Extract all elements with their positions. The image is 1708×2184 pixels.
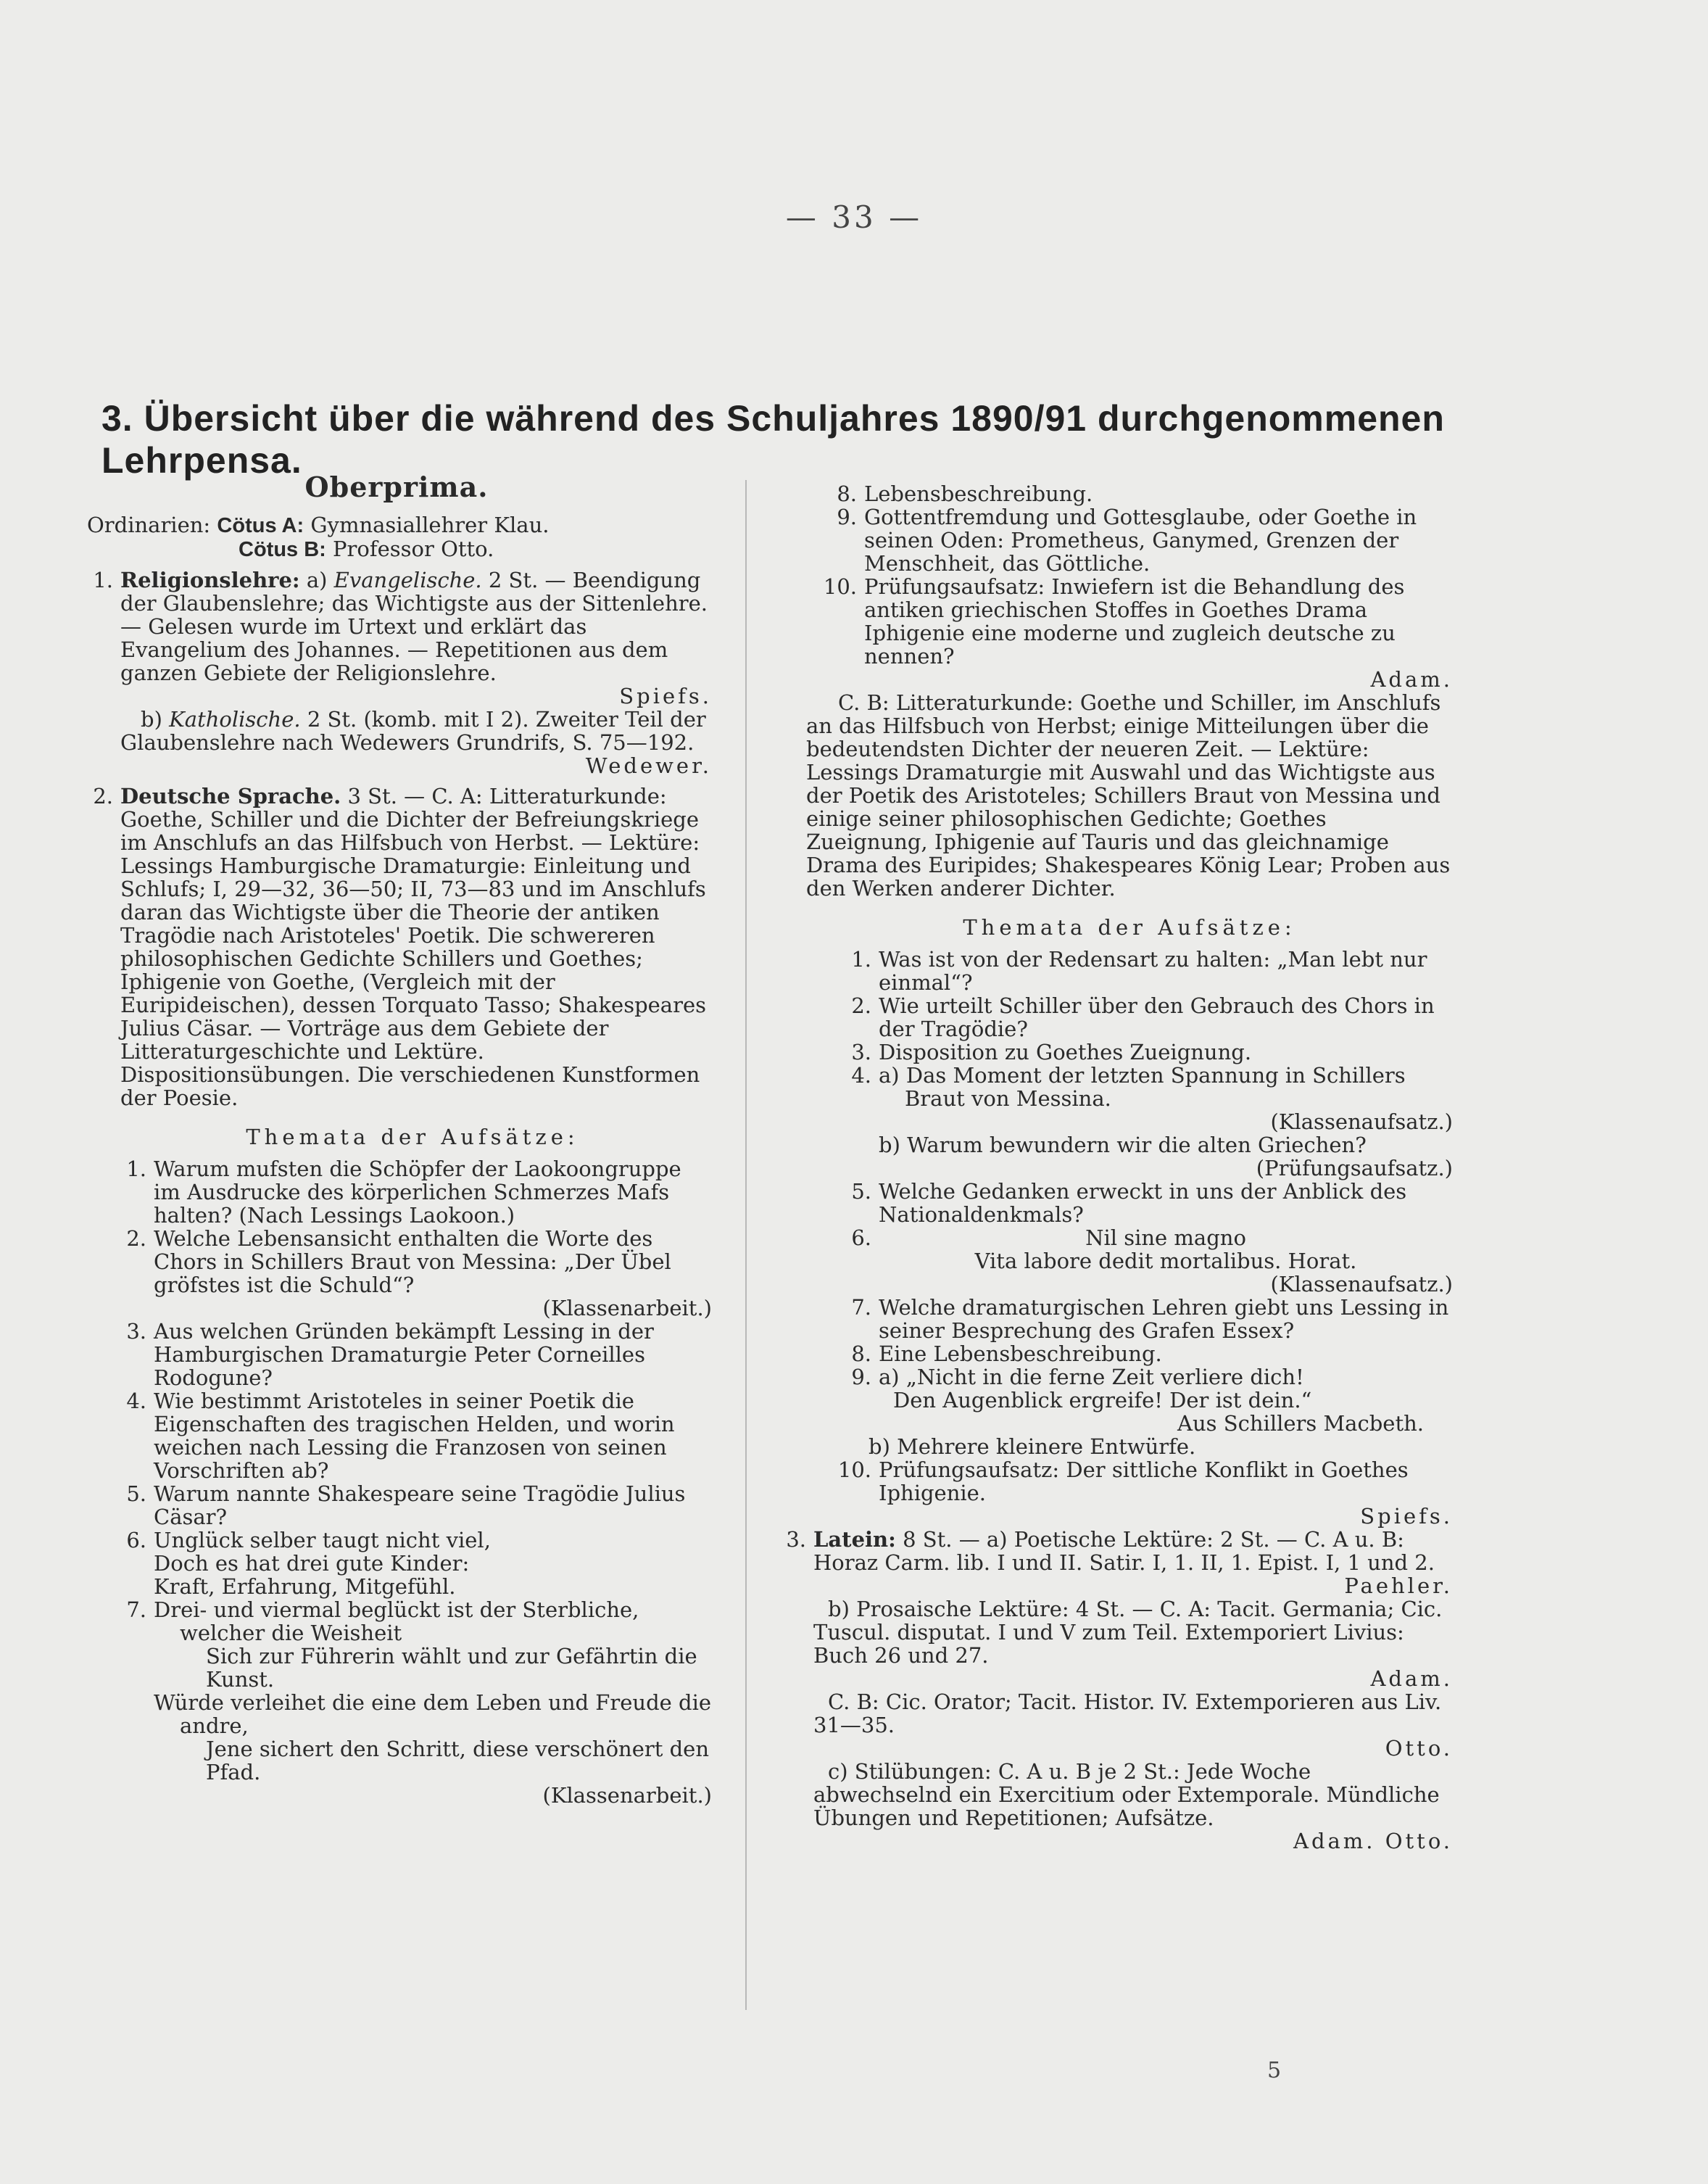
coetus-a-teacher: Gymnasiallehrer Klau. bbox=[310, 513, 550, 537]
latein-b-text: b) Prosaische Lektüre: 4 St. — C. A: Tacit. Germania; Cic. Tuscul. disputat. I und V zum Teil. Extemporiert Livius: Buch 26 und 27. bbox=[813, 1597, 1443, 1668]
religion-b-kind: Katholische. bbox=[169, 707, 301, 732]
verse-line: Jene sichert den Schritt, diese verschönert den Pfad. bbox=[206, 1737, 710, 1784]
theme-number: 8. bbox=[837, 481, 857, 506]
latein-title: Latein: bbox=[813, 1527, 896, 1552]
religion-a bbox=[120, 568, 712, 684]
theme-number: 3. bbox=[126, 1319, 146, 1344]
latein-number: 3. bbox=[786, 1527, 806, 1552]
latein-teacher-4: Adam. Otto. bbox=[1293, 1829, 1453, 1853]
theme-number: 3. bbox=[851, 1040, 871, 1064]
verse-line: Drei- und viermal beglückt ist der Sterbliche, welcher die Weisheit bbox=[154, 1597, 639, 1645]
theme-number: 5. bbox=[126, 1481, 146, 1506]
theme-note: (Klassenaufsatz.) bbox=[1270, 1109, 1453, 1134]
theme-text: a) Das Moment der letzten Spannung in Schillers Braut von Messina. bbox=[879, 1063, 1406, 1111]
theme-number: 6. bbox=[851, 1225, 871, 1250]
deutsch-text-block bbox=[120, 785, 712, 1109]
theme-text: Welche Gedanken erweckt in uns der Anblick des Nationaldenkmals? bbox=[879, 1179, 1407, 1227]
deutsch-section bbox=[81, 785, 712, 1109]
theme-text: b) Warum bewundern wir die alten Griechen? bbox=[879, 1133, 1367, 1157]
latein-a-text: 8 St. — a) Poetische Lektüre: 2 St. — C. A u. B: Horaz Carm. lib. I und II. Satir. I, 1. II, 1. Epist. I, 1 und 2. bbox=[813, 1527, 1435, 1575]
religion-a-teacher: Spiefs. bbox=[619, 684, 712, 708]
theme-text: Wie bestimmt Aristoteles in seiner Poetik die Eigenschaften des tragischen Helden, und worin weichen nach Lessing die Franzosen von seinen Vorschriften ab? bbox=[154, 1389, 675, 1483]
religion-number: 1. bbox=[93, 568, 113, 592]
verse-line: Würde verleihet die eine dem Leben und Freude die andre, bbox=[154, 1690, 712, 1738]
theme-note: (Klassenaufsatz.) bbox=[1270, 1272, 1453, 1296]
page-number: — 33 — bbox=[785, 199, 923, 235]
themes-right-cont bbox=[806, 482, 1453, 668]
verse-line: Sich zur Führerin wählt und zur Gefährtin die Kunst. bbox=[206, 1644, 697, 1692]
section-heading: 3. Übersicht über die während des Schuljahres 1890/91 durchgenommenen Lehrpensa. bbox=[101, 398, 1445, 481]
deutsch-text: 3 St. — C. A: Litteraturkunde: Goethe, Schiller und die Dichter der Befreiungskriege im Anschlufs an das Hilfsbuch von Herbst. — Lektüre: Lessings Hamburgische Dramaturgie: Einleitung und Schlufs; I, 29—32, 36—50; II, 73—83 und im Anschlufs daran das Wichtigste über die Theorie der antiken Tragödie nach Aristoteles' Poetik. Die schwereren philosophischen Gedichte Schillers und Goethes; Iphigenie von Goethe, (Vergleich mit der Euripideischen), dessen Torquato Tasso; Shakespeares Julius Cäsar. — Vorträge aus dem Gebiete der Litteraturgeschichte und Lektüre. Dispositionsübungen. Die verschiedenen Kunstformen der Poesie. bbox=[120, 784, 707, 1110]
theme-number: 5. bbox=[851, 1179, 871, 1204]
theme-text: Lebensbeschreibung. bbox=[864, 481, 1093, 506]
teacher-adam: Adam. bbox=[1370, 667, 1453, 692]
list-item bbox=[821, 1458, 1453, 1505]
left-column bbox=[81, 471, 712, 1807]
deutsch-title: Deutsche Sprache. bbox=[120, 784, 341, 808]
verse-line: a) „Nicht in die ferne Zeit verliere dich! bbox=[879, 1365, 1304, 1389]
verse-line: Doch es hat drei gute Kinder: bbox=[154, 1551, 470, 1576]
list-item bbox=[821, 1296, 1453, 1342]
verse-line: Unglück selber taugt nicht viel, bbox=[154, 1528, 491, 1552]
verse-source: Aus Schillers Macbeth. bbox=[1177, 1411, 1424, 1436]
column-divider bbox=[745, 480, 747, 2010]
religion-title: Religionslehre: bbox=[120, 568, 300, 592]
theme-number: 10. bbox=[823, 574, 857, 599]
themata-heading-left: Themata der Aufsätze: bbox=[246, 1125, 579, 1149]
theme-number: 7. bbox=[126, 1597, 146, 1622]
list-item bbox=[96, 1529, 712, 1598]
theme-text: Warum mufsten die Schöpfer der Laokoongruppe im Ausdrucke des körperlichen Schmerzes Mafs halten? (Nach Lessings Laokoon.) bbox=[154, 1157, 681, 1228]
theme-note: (Klassenarbeit.) bbox=[542, 1783, 712, 1808]
religion-b-teacher: Wedewer. bbox=[585, 753, 712, 778]
verse-line: Kraft, Erfahrung, Mitgefühl. bbox=[154, 1574, 456, 1599]
themes-right bbox=[806, 948, 1453, 1505]
list-item bbox=[821, 1064, 1453, 1180]
list-item bbox=[821, 1180, 1453, 1226]
verse-line: Vita labore dedit mortalibus. Horat. bbox=[974, 1249, 1357, 1273]
footer-page-number: 5 bbox=[1267, 2058, 1282, 2083]
list-item bbox=[96, 1157, 712, 1227]
list-item bbox=[821, 1226, 1453, 1296]
theme-text: Eine Lebensbeschreibung. bbox=[879, 1341, 1162, 1366]
theme-text: Prüfungsaufsatz: Inwiefern ist die Behandlung des antiken griechischen Stoffes in Goethes Drama Iphigenie eine moderne und zugleich deutsche zu nennen? bbox=[864, 574, 1405, 669]
verse-line: Nil sine magno bbox=[1085, 1225, 1246, 1250]
theme-number: 2. bbox=[126, 1226, 146, 1251]
theme-text: Warum nannte Shakespeare seine Tragödie Julius Cäsar? bbox=[154, 1481, 686, 1529]
religion-b-text: 2 St. (komb. mit I 2). Zweiter Teil der Glaubenslehre nach Wedewers Grundrifs, S. 75—192. bbox=[120, 707, 706, 755]
theme-text: Aus welchen Gründen bekämpft Lessing in der Hamburgischen Dramaturgie Peter Corneilles Rodogune? bbox=[154, 1319, 654, 1390]
religion-section bbox=[81, 568, 712, 777]
verse-line: Den Augenblick ergreife! Der ist dein.“ bbox=[893, 1388, 1312, 1412]
theme-number: 6. bbox=[126, 1528, 146, 1552]
latein-c-text: c) Stilübungen: C. A u. B je 2 St.: Jede Woche abwechselnd ein Exercitium oder Extemporale. Mündliche Übungen und Repetitionen; Aufsätze. bbox=[813, 1759, 1440, 1830]
coetus-a-label: Cötus A: bbox=[217, 514, 304, 537]
coetus-b-teacher: Professor Otto. bbox=[333, 537, 494, 561]
list-item bbox=[96, 1598, 712, 1807]
latein-a bbox=[813, 1528, 1453, 1574]
theme-text: Was ist von der Redensart zu halten: „Man lebt nur einmal“? bbox=[879, 947, 1427, 995]
deutsch-number: 2. bbox=[93, 784, 113, 808]
latein-teacher-1: Paehler. bbox=[1344, 1573, 1453, 1598]
theme-number: 1. bbox=[126, 1157, 146, 1181]
religion-a-kind: Evangelische. bbox=[333, 568, 482, 592]
list-item bbox=[821, 1365, 1453, 1458]
theme-note: (Klassenarbeit.) bbox=[542, 1296, 712, 1320]
themes-left bbox=[81, 1157, 712, 1807]
list-item bbox=[821, 994, 1453, 1041]
theme-text: Welche dramaturgischen Lehren giebt uns Lessing in seiner Besprechung des Grafen Essex? bbox=[879, 1295, 1449, 1343]
list-item bbox=[96, 1320, 712, 1389]
religion-b bbox=[120, 708, 712, 754]
list-item bbox=[806, 575, 1453, 668]
list-item bbox=[96, 1227, 712, 1320]
coetus-b-deutsch: C. B: Litteraturkunde: Goethe und Schiller, im Anschlufs an das Hilfsbuch von Herbst; einige Mitteilungen über die bedeutendsten Dichter der neueren Zeit. — Lektüre: Lessings Dramaturgie mit Auswahl und das Wichtigste aus der Poetik des Aristoteles; Schillers Braut von Messina und einige seiner philosophischen Gedichte; Goethes Zueignung, Iphigenie auf Tauris und das gleichnamige Drama des Euripides; Shakespeares König Lear; Proben aus den Werken anderer Dichter. bbox=[806, 690, 1451, 901]
list-item bbox=[821, 1342, 1453, 1365]
theme-text: b) Mehrere kleinere Entwürfe. bbox=[868, 1434, 1196, 1459]
theme-number: 4. bbox=[126, 1389, 146, 1413]
religion-b-label: b) bbox=[141, 707, 162, 732]
themata-heading-right: Themata der Aufsätze: bbox=[963, 915, 1296, 940]
ordinarien-b bbox=[81, 537, 712, 561]
theme-number: 2. bbox=[851, 993, 871, 1018]
latein-teacher-2: Adam. bbox=[1370, 1666, 1453, 1691]
ordinarien-a bbox=[81, 513, 712, 537]
theme-number: 9. bbox=[851, 1365, 871, 1389]
theme-text: Welche Lebensansicht enthalten die Worte des Chors in Schillers Braut von Messina: „Der Übel gröfstes ist die Schuld“? bbox=[154, 1226, 671, 1297]
religion-a-label: a) bbox=[306, 568, 328, 592]
latein-section bbox=[774, 1528, 1453, 1853]
latein-teacher-3: Otto. bbox=[1385, 1736, 1453, 1761]
latein-cb-text: C. B: Cic. Orator; Tacit. Histor. IV. Extemporieren aus Liv. 31—35. bbox=[813, 1689, 1442, 1737]
right-column bbox=[786, 481, 1453, 1853]
list-item bbox=[806, 482, 1453, 505]
teacher-spiefs: Spiefs. bbox=[1360, 1504, 1453, 1529]
theme-text: Gottentfremdung und Gottesglaube, oder Goethe in seinen Oden: Prometheus, Ganymed, Grenzen der Menschheit, das Göttliche. bbox=[864, 505, 1417, 576]
theme-number: 1. bbox=[851, 947, 871, 972]
class-title: Oberprima. bbox=[304, 471, 489, 503]
theme-number: 7. bbox=[851, 1295, 871, 1320]
theme-number: 9. bbox=[837, 505, 857, 529]
coetus-b-label: Cötus B: bbox=[239, 538, 326, 561]
religion-a-text: 2 St. — Beendigung der Glaubenslehre; das Wichtigste aus der Sittenlehre. — Gelesen wurde im Urtext und erklärt das Evangelium des Johannes. — Repetitionen aus dem ganzen Gebiete der Religionslehre. bbox=[120, 568, 708, 685]
theme-number: 4. bbox=[851, 1063, 871, 1088]
theme-note: (Prüfungsaufsatz.) bbox=[1256, 1156, 1453, 1180]
ordinarien-label: Ordinarien: bbox=[87, 513, 211, 537]
theme-number: 10. bbox=[837, 1457, 871, 1482]
theme-text: Prüfungsaufsatz: Der sittliche Konflikt in Goethes Iphigenie. bbox=[879, 1457, 1409, 1505]
list-item bbox=[806, 505, 1453, 575]
list-item bbox=[821, 1041, 1453, 1064]
list-item bbox=[96, 1482, 712, 1529]
theme-text: Wie urteilt Schiller über den Gebrauch des Chors in der Tragödie? bbox=[879, 993, 1435, 1041]
theme-number: 8. bbox=[851, 1341, 871, 1366]
list-item bbox=[821, 948, 1453, 994]
list-item bbox=[96, 1389, 712, 1482]
theme-text: Disposition zu Goethes Zueignung. bbox=[879, 1040, 1252, 1064]
